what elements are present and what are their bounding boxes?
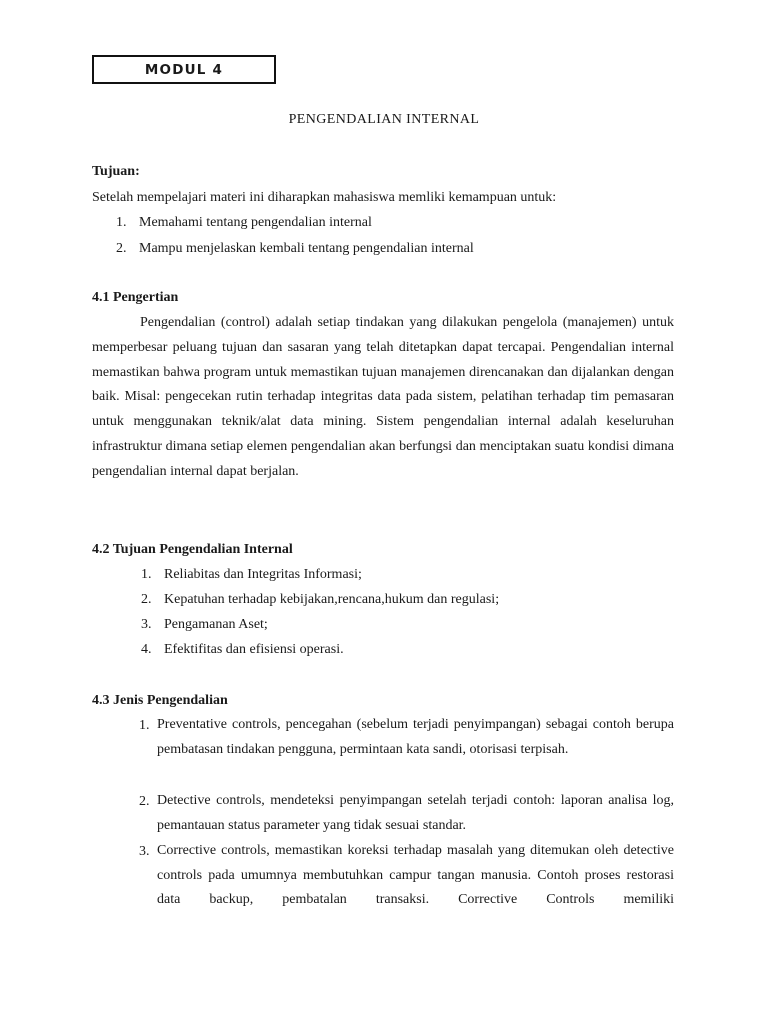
section-4-2-heading: 4.2 Tujuan Pengendalian Internal xyxy=(92,542,293,557)
page-title: PENGENDALIAN INTERNAL xyxy=(288,112,480,127)
section-4-1-paragraph-text: Pengendalian (control) adalah setiap tindakan yang dilakukan pengelola (manajemen) untuk memperbesar peluang tujuan dan sasaran yang telah ditetapkan dapat tercapai. Pengendalian internal memastikan bahwa program untuk memastikan tujuan manajemen direncanakan dan dijalankan dengan baik. Misal: pengecekan rutin terhadap integritas data pada sistem, pelatihan terhadap tim pemasaran untuk menggunakan teknik/alat data mining. Sistem pengendalian internal adalah keseluruhan infrastruktur dimana setiap elemen pengendalian akan berfungsi dan menciptakan suatu kondisi dimana pengendalian internal dapat berjalan. xyxy=(92,315,674,479)
list-number: 3. xyxy=(139,844,150,859)
list-number: 1. xyxy=(139,718,150,733)
list-item: Reliabitas dan Integritas Informasi; xyxy=(164,567,362,582)
list-item: Kepatuhan terhadap kebijakan,rencana,hukum dan regulasi; xyxy=(164,592,500,607)
list-number: 4. xyxy=(141,642,152,657)
list-number: 2. xyxy=(139,794,150,809)
section-4-1-heading: 4.1 Pengertian xyxy=(92,290,179,305)
list-number: 2. xyxy=(141,592,152,607)
objectives-heading: Tujuan: xyxy=(92,164,140,179)
module-label: MODUL 4 xyxy=(144,61,224,78)
list-number: 1. xyxy=(141,567,152,582)
objectives-intro: Setelah mempelajari materi ini diharapkan mahasiswa memliki kemampuan untuk: xyxy=(92,190,557,205)
list-item: Preventative controls, pencegahan (sebelum terjadi penyimpangan) sebagai contoh berupa pembatasan tindakan pengguna, permintaan kata sandi, otorisasi terpisah. xyxy=(157,717,674,757)
list-number: 3. xyxy=(141,617,152,632)
objective-number: 2. xyxy=(116,241,127,256)
list-item: Detective controls, mendeteksi penyimpangan setelah terjadi contoh: laporan analisa log, pemantauan status parameter yang tidak sesuai standar. xyxy=(157,793,674,833)
list-item: Pengamanan Aset; xyxy=(164,617,268,632)
section-4-1-paragraph xyxy=(92,311,674,485)
objective-item: Mampu menjelaskan kembali tentang pengendalian internal xyxy=(139,241,474,256)
list-item: Efektifitas dan efisiensi operasi. xyxy=(164,642,344,657)
module-label-box xyxy=(92,55,276,84)
objective-number: 1. xyxy=(116,215,127,230)
objective-item: Memahami tentang pengendalian internal xyxy=(139,215,372,230)
section-4-3-heading: 4.3 Jenis Pengendalian xyxy=(92,693,228,708)
list-item: Corrective controls, memastikan koreksi terhadap masalah yang ditemukan oleh detective controls pada umumnya membutuhkan campur tangan manusia. Contoh proses restorasi data backup, pembatalan transaksi. Corrective Controls memiliki xyxy=(157,843,674,907)
